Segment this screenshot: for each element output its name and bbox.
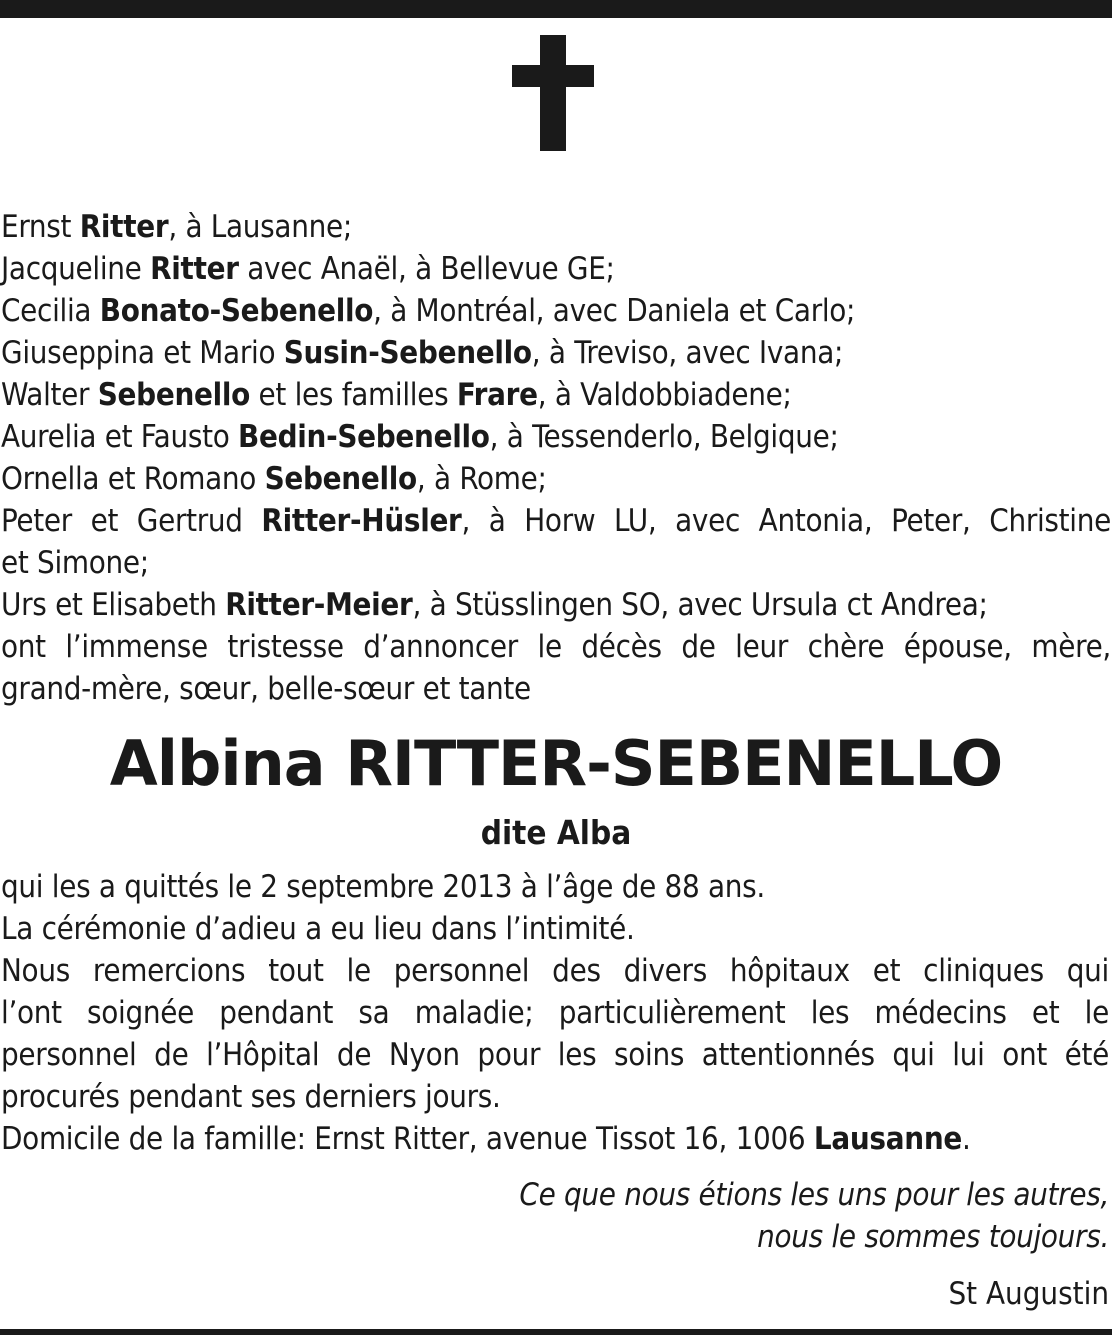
family-line: Giuseppina et Mario Susin-Sebenello, à Treviso, avec Ivana;: [1, 335, 844, 371]
ceremony-line: La cérémonie d’adieu a eu lieu dans l’intimité.: [1, 911, 635, 947]
family-list: [1, 206, 1111, 710]
notice-body: [1, 866, 1109, 1160]
quote-author: St Augustin: [948, 1276, 1109, 1312]
family-line: Jacqueline Ritter avec Anaël, à Bellevue GE;: [1, 251, 615, 287]
deceased-alias: dite Alba: [480, 813, 632, 852]
family-line-continuation: et Simone;: [1, 545, 149, 581]
quote: [519, 1174, 1109, 1258]
family-line: Aurelia et Fausto Bedin-Sebenello, à Tessenderlo, Belgique;: [1, 419, 839, 455]
family-line: Ernst Ritter, à Lausanne;: [1, 209, 352, 245]
announcement-line: grand-mère, sœur, belle-sœur et tante: [1, 671, 531, 707]
thanks-line: l’ont soignée pendant sa maladie; particulièrement les médecins et le: [1, 995, 1109, 1031]
quote-line: nous le sommes toujours.: [757, 1219, 1109, 1255]
thanks-line: Nous remercions tout le personnel des divers hôpitaux et cliniques qui: [1, 953, 1109, 989]
thanks-line: procurés pendant ses derniers jours.: [1, 1079, 501, 1115]
deceased-name: Albina RITTER-SEBENELLO: [109, 727, 1003, 800]
death-line: qui les a quittés le 2 septembre 2013 à l’âge de 88 ans.: [1, 869, 765, 905]
quote-line: Ce que nous étions les uns pour les autres,: [519, 1177, 1109, 1213]
cross-icon: [512, 35, 594, 151]
domicile-line: Domicile de la famille: Ernst Ritter, avenue Tissot 16, 1006 Lausanne.: [1, 1121, 971, 1157]
family-line: Ornella et Romano Sebenello, à Rome;: [1, 461, 547, 497]
family-line: Urs et Elisabeth Ritter-Meier, à Stüsslingen SO, avec Ursula ct Andrea;: [1, 587, 988, 623]
announcement-line: ont l’immense tristesse d’annoncer le décès de leur chère épouse, mère,: [1, 629, 1111, 665]
family-line: Peter et Gertrud Ritter-Hüsler, à Horw LU, avec Antonia, Peter, Christine: [1, 503, 1111, 539]
family-line: Walter Sebenello et les familles Frare, à Valdobbiadene;: [1, 377, 792, 413]
family-line: Cecilia Bonato-Sebenello, à Montréal, avec Daniela et Carlo;: [1, 293, 856, 329]
bottom-rule: [0, 1329, 1112, 1335]
top-rule: [0, 0, 1112, 18]
thanks-line: personnel de l’Hôpital de Nyon pour les soins attentionnés qui lui ont été: [1, 1037, 1109, 1073]
